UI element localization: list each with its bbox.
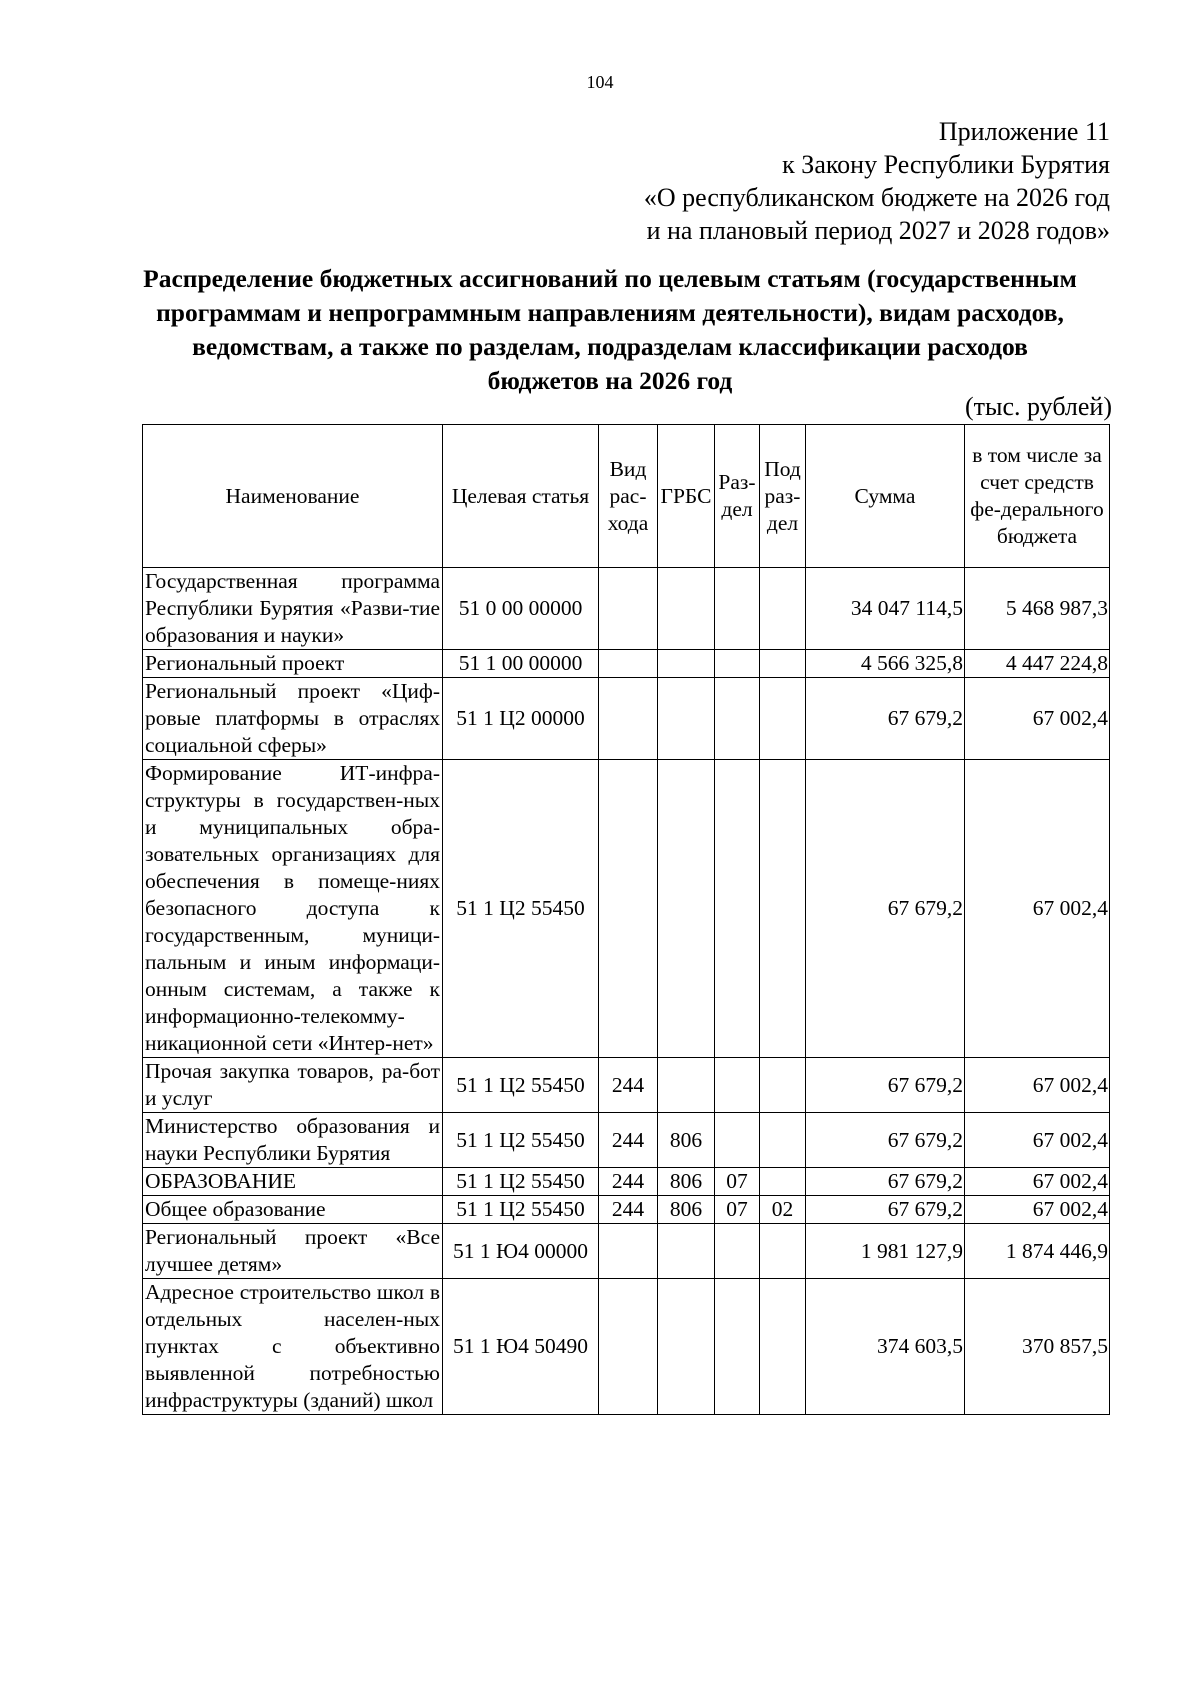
row-federal: 4 447 224,8 xyxy=(965,650,1110,678)
row-podrazdel xyxy=(760,760,806,1058)
row-name: Региональный проект «Циф-ровые платформы в отраслях социальной сферы» xyxy=(143,678,443,760)
row-target: 51 1 Ц2 55450 xyxy=(443,1113,599,1168)
row-vid: 244 xyxy=(599,1113,658,1168)
row-federal: 5 468 987,3 xyxy=(965,568,1110,650)
row-name: Адресное строительство школ в отдельных населен-ных пунктах с объективно выявленной потребностью инфраструктуры (зданий) школ xyxy=(143,1279,443,1415)
row-federal: 67 002,4 xyxy=(965,678,1110,760)
row-vid: 244 xyxy=(599,1058,658,1113)
header-name: Наименование xyxy=(143,425,443,568)
page-number: 104 xyxy=(586,72,614,92)
header-podrazdel: Под раз-дел xyxy=(760,425,806,568)
row-podrazdel xyxy=(760,1279,806,1415)
row-podrazdel xyxy=(760,1168,806,1196)
row-razdel: 07 xyxy=(715,1196,760,1224)
row-name: Общее образование xyxy=(143,1196,443,1224)
row-sum: 67 679,2 xyxy=(806,760,965,1058)
row-podrazdel xyxy=(760,1224,806,1279)
row-grbs: 806 xyxy=(658,1168,715,1196)
row-razdel: 07 xyxy=(715,1168,760,1196)
row-sum: 34 047 114,5 xyxy=(806,568,965,650)
table-row xyxy=(143,678,1110,760)
row-vid xyxy=(599,568,658,650)
row-federal: 370 857,5 xyxy=(965,1279,1110,1415)
appendix-block xyxy=(644,115,1110,247)
row-target: 51 1 Ю4 00000 xyxy=(443,1224,599,1279)
row-name: ОБРАЗОВАНИЕ xyxy=(143,1168,443,1196)
row-vid xyxy=(599,678,658,760)
table-row xyxy=(143,760,1110,1058)
header-razdel: Раз-дел xyxy=(715,425,760,568)
row-vid xyxy=(599,1279,658,1415)
header-vid: Вид рас-хода xyxy=(599,425,658,568)
row-federal: 67 002,4 xyxy=(965,1196,1110,1224)
row-podrazdel xyxy=(760,1058,806,1113)
row-razdel xyxy=(715,1058,760,1113)
row-grbs xyxy=(658,760,715,1058)
row-federal: 1 874 446,9 xyxy=(965,1224,1110,1279)
row-vid xyxy=(599,650,658,678)
row-grbs xyxy=(658,1058,715,1113)
appendix-line: к Закону Республики Бурятия xyxy=(782,150,1110,179)
appendix-line: «О республиканском бюджете на 2026 год xyxy=(643,183,1110,212)
row-vid xyxy=(599,1224,658,1279)
row-federal: 67 002,4 xyxy=(965,1113,1110,1168)
row-grbs xyxy=(658,1224,715,1279)
row-podrazdel xyxy=(760,568,806,650)
table-row xyxy=(143,1196,1110,1224)
row-target: 51 1 Ц2 00000 xyxy=(443,678,599,760)
units-label: (тыс. рублей) xyxy=(964,392,1112,421)
table-row xyxy=(143,650,1110,678)
header-federal: в том числе за счет средств фе-дерального бюджета xyxy=(965,425,1110,568)
row-podrazdel xyxy=(760,678,806,760)
row-razdel xyxy=(715,568,760,650)
budget-table xyxy=(142,424,1110,1415)
row-vid: 244 xyxy=(599,1168,658,1196)
row-target: 51 1 Ц2 55450 xyxy=(443,1058,599,1113)
document-title: Распределение бюджетных ассигнований по целевым статьям (государственным программам и непрограммным направлениям деятельности), видам расходов, ведомствам, а также по разделам, подразделам классификации расходов бюджетов на 2026 год xyxy=(143,264,1077,395)
header-row xyxy=(143,425,1110,568)
row-name: Региональный проект xyxy=(143,650,443,678)
row-target: 51 1 Ц2 55450 xyxy=(443,760,599,1058)
row-target: 51 1 Ц2 55450 xyxy=(443,1168,599,1196)
table-row xyxy=(143,1113,1110,1168)
table-row xyxy=(143,1279,1110,1415)
row-sum: 374 603,5 xyxy=(806,1279,965,1415)
row-sum: 67 679,2 xyxy=(806,1168,965,1196)
table-row xyxy=(143,1224,1110,1279)
row-razdel xyxy=(715,1279,760,1415)
table-row xyxy=(143,1058,1110,1113)
row-sum: 4 566 325,8 xyxy=(806,650,965,678)
row-sum: 67 679,2 xyxy=(806,1196,965,1224)
appendix-line: и на плановый период 2027 и 2028 годов» xyxy=(646,216,1110,245)
row-name: Региональный проект «Все лучшее детям» xyxy=(143,1224,443,1279)
row-razdel xyxy=(715,678,760,760)
row-razdel xyxy=(715,650,760,678)
row-sum: 67 679,2 xyxy=(806,1058,965,1113)
row-vid: 244 xyxy=(599,1196,658,1224)
row-vid xyxy=(599,760,658,1058)
row-grbs: 806 xyxy=(658,1113,715,1168)
row-grbs xyxy=(658,650,715,678)
row-razdel xyxy=(715,1113,760,1168)
row-razdel xyxy=(715,760,760,1058)
table-body xyxy=(143,568,1110,1415)
appendix-line: Приложение 11 xyxy=(938,117,1110,146)
header-target: Целевая статья xyxy=(443,425,599,568)
row-podrazdel xyxy=(760,650,806,678)
row-target: 51 0 00 00000 xyxy=(443,568,599,650)
row-target: 51 1 Ю4 50490 xyxy=(443,1279,599,1415)
header-grbs: ГРБС xyxy=(658,425,715,568)
row-podrazdel xyxy=(760,1113,806,1168)
row-grbs xyxy=(658,568,715,650)
row-sum: 67 679,2 xyxy=(806,1113,965,1168)
row-federal: 67 002,4 xyxy=(965,1058,1110,1113)
row-name: Государственная программа Республики Бурятия «Разви-тие образования и науки» xyxy=(143,568,443,650)
row-name: Прочая закупка товаров, ра-бот и услуг xyxy=(143,1058,443,1113)
row-federal: 67 002,4 xyxy=(965,1168,1110,1196)
row-name: Формирование ИТ-инфра-структуры в государствен-ных и муниципальных обра-зовательных организациях для обеспечения в помеще-ниях безопасного доступа к государственным, муници-пальным и иным информаци-онным системам, а также к информационно-телекомму-никационной сети «Интер-нет» xyxy=(143,760,443,1058)
row-grbs xyxy=(658,1279,715,1415)
row-federal: 67 002,4 xyxy=(965,760,1110,1058)
row-target: 51 1 Ц2 55450 xyxy=(443,1196,599,1224)
header-sum: Сумма xyxy=(806,425,965,568)
table-row xyxy=(143,1168,1110,1196)
row-name: Министерство образования и науки Республики Бурятия xyxy=(143,1113,443,1168)
row-razdel xyxy=(715,1224,760,1279)
table-header xyxy=(143,425,1110,568)
row-podrazdel: 02 xyxy=(760,1196,806,1224)
row-grbs xyxy=(658,678,715,760)
row-grbs: 806 xyxy=(658,1196,715,1224)
row-target: 51 1 00 00000 xyxy=(443,650,599,678)
row-sum: 67 679,2 xyxy=(806,678,965,760)
table-row xyxy=(143,568,1110,650)
row-sum: 1 981 127,9 xyxy=(806,1224,965,1279)
